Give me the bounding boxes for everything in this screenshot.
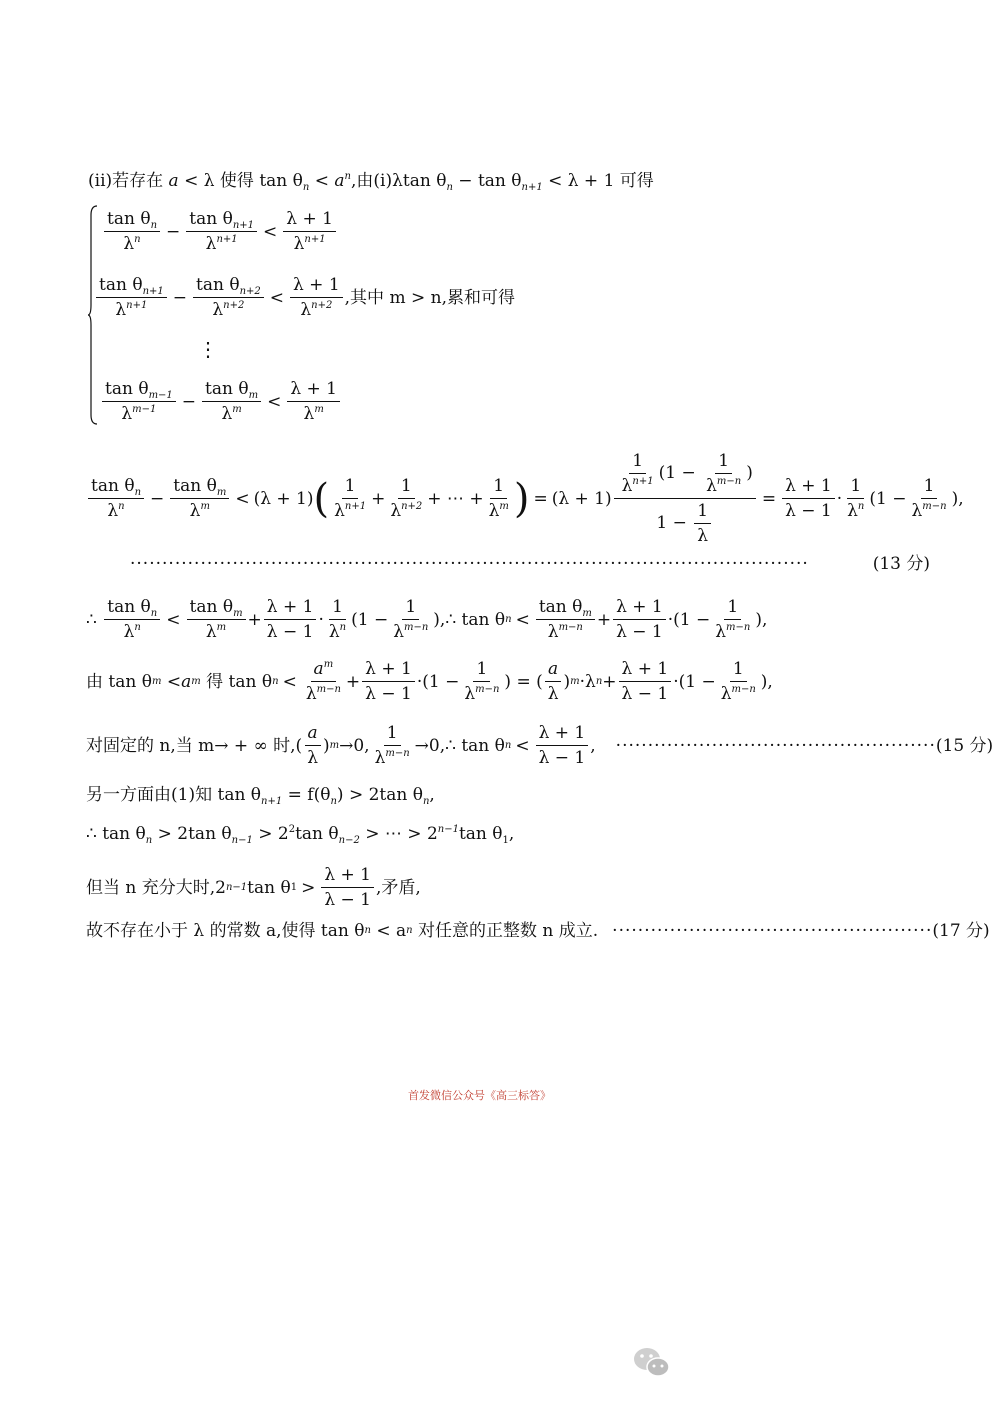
system-row-2: $\frac{\tan \theta_{n+1}}{\lambda^{n+1}}$ − $\frac{\tan \theta_{n+2}}{\lambda^{n+2}}$ < $\frac{\lambda + 1}{\lambda^{n+2}}$ ,其中 m > n,累和可得: [94, 274, 515, 321]
watermark-text: 首发微信公众号《高三标答》: [408, 1089, 551, 1102]
vdots: ⋮: [198, 337, 218, 361]
system-note: ,其中 m > n,累和可得: [344, 287, 515, 308]
wechat-icon: [632, 1346, 672, 1380]
score-17: (17 分): [932, 921, 990, 941]
chain-line: ∴ $\tan \theta_n > 2\tan$ $\theta_{n-1} > 2^2\tan$ $\theta_{n-2}$ > ⋯ > $2^{n-1}\tan$ $\theta_1$,: [86, 824, 515, 846]
given-line: 由 tan θ m < a m 得 tan θ n < $\frac{a^m}{\lambda^{m-n}}$ + $\frac{\lambda + 1}{\lambda - 1}$ ·(1 − $\frac{1}{\lambda^{m-n}}$ ) = ( $\frac{a}{\lambda}$ ) m ·λ n + $\frac{\lambda + 1}{\lambda - 1}$ ·(1 − $\frac{1}{\lambda^{m-n}}$ ),: [86, 659, 773, 704]
sufficient-line: 但当 n 充分大时,2 n−1 tan θ 1 > $\frac{\lambda + 1}{\lambda - 1}$ ,矛盾,: [86, 865, 421, 910]
therefore-line: ∴ $\frac{\tan \theta_n}{\lambda^n}$ < $\frac{\tan \theta_m}{\lambda^m}$ + $\frac{\lambda + 1}{\lambda - 1}$ · $\frac{1}{\lambda^n}$ (1 − $\frac{1}{\lambda^{m-n}}$ ),∴ tan θ n < $\frac{\tan \theta_m}{\lambda^{m-n}}$ + $\frac{\lambda + 1}{\lambda - 1}$ ·(1 − $\frac{1}{\lambda^{m-n}}$ ),: [86, 597, 768, 642]
other-side-line: 另一方面由(1)知 $\tan \theta_{n+1} = f(\theta_n) > 2\tan$ $\theta_n$,: [86, 785, 435, 807]
conclusion-line: 故不存在小于 λ 的常数 a,使得 tan θ n < a n 对任意的正整数 n 成立. ·················································· (17 分): [86, 921, 990, 941]
score-line-13: ·········································································································· (13 分): [130, 554, 930, 574]
sum-equation: $\frac{\tan \theta_n}{\lambda^n}$ − $\frac{\tan \theta_m}{\lambda^m}$ < (λ + 1) ( $\frac{1}{\lambda^{n+1}}$ + $\frac{1}{\lambda^{n+2}}$ + ⋯ + $\frac{1}{\lambda^m}$ ) = (λ + 1) $\frac{1}{\lambda^{n+1}}$ (1 − $\frac{1}{\lambda^{m-n}}$ ) 1 − $\frac{1}{\lambda}$ = $\frac{\lambda + 1}{\lambda - 1}$ · $\frac{1}{\lambda^n}$ (1 − $\frac{1}{\lambda^{m-n}}$ ) ,: [86, 450, 964, 547]
system-row-3: $\frac{\tan \theta_{m-1}}{\lambda^{m-1}}$ − $\frac{\tan \theta_m}{\lambda^m}$ < $\frac{\lambda + 1}{\lambda^m}$: [100, 378, 342, 425]
score-13: (13 分): [872, 554, 930, 574]
intro-line: (ii)若存在 a < λ 使得 $\tan \theta_n < a^n$,由(i)λtan $\theta_n - \tan \theta_{n+1} < \lambda + 1$ 可得: [88, 171, 654, 193]
system-row-1: $\frac{\tan \theta_n}{\lambda^n}$ − $\frac{\tan \theta_{n+1}}{\lambda^{n+1}}$ < $\frac{\lambda + 1}{\lambda^{n+1}}$: [102, 208, 338, 255]
score-15: (15 分): [935, 735, 993, 756]
limit-line: 对固定的 n,当 m→ + ∞ 时, ( $\frac{a}{\lambda}$ ) m →0, $\frac{1}{\lambda^{m-n}}$ →0,∴ tan θ n < $\frac{\lambda + 1}{\lambda - 1}$ , ·················································· (15 分): [86, 723, 993, 768]
